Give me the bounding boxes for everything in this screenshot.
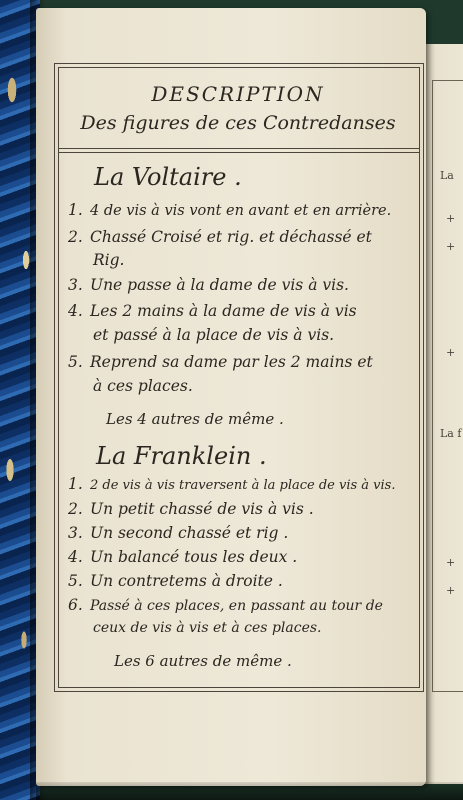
facing-page-cross-icon: + [446, 584, 456, 597]
facing-page-cross-icon: + [446, 212, 456, 225]
list-item [68, 353, 420, 371]
section-repeat-note: Les 4 autres de même . [106, 410, 284, 428]
item-number: 1. [68, 201, 83, 219]
item-number: 3. [68, 276, 83, 294]
item-text: Un balancé tous les deux . [90, 548, 298, 566]
list-item [68, 228, 420, 246]
item-number: 1. [68, 475, 83, 493]
item-number: 5. [68, 353, 83, 371]
item-text-continued: à ces places. [93, 377, 193, 395]
item-number: 3. [68, 524, 83, 542]
page-bottom-shadow [36, 782, 463, 800]
facing-page-cross-icon: + [446, 240, 456, 253]
item-text-continued: ceux de vis à vis et à ces places. [93, 620, 322, 636]
facing-page-cross-icon: + [446, 556, 456, 569]
list-item [68, 572, 420, 590]
section-repeat-note: Les 6 autres de même . [114, 652, 292, 670]
item-number: 5. [68, 572, 83, 590]
item-number: 4. [68, 302, 83, 320]
item-text: Reprend sa dame par les 2 mains et [90, 353, 373, 371]
item-text: Chassé Croisé et rig. et déchassé et [90, 228, 372, 246]
item-text-continued: Rig. [93, 251, 125, 269]
list-item [68, 596, 420, 614]
item-text: Passé à ces places, en passant au tour de [90, 598, 383, 614]
item-text: Une passe à la dame de vis à vis. [90, 276, 349, 294]
header-divider [58, 148, 420, 149]
list-item [68, 201, 420, 219]
facing-page-text: La [440, 169, 454, 182]
item-text: Un petit chassé de vis à vis . [90, 500, 314, 518]
section-title-voltaire: La Voltaire . [94, 163, 242, 191]
list-item [68, 475, 420, 493]
facing-page-text: La f [440, 427, 462, 440]
section-title-franklein: La Franklein . [96, 442, 267, 470]
item-text: 2 de vis à vis traversent à la place de vis à vis. [90, 478, 396, 493]
item-text-continued: et passé à la place de vis à vis. [93, 326, 335, 344]
item-text: Un second chassé et rig . [90, 524, 289, 542]
item-text: 4 de vis à vis vont en avant et en arrière. [90, 203, 392, 219]
item-number: 6. [68, 596, 83, 614]
list-item [68, 524, 420, 542]
item-number: 2. [68, 500, 83, 518]
header-divider [58, 152, 420, 153]
item-text: Un contretems à droite . [90, 572, 283, 590]
list-item [68, 500, 420, 518]
item-number: 2. [68, 228, 83, 246]
list-item [68, 276, 420, 294]
item-text: Les 2 mains à la dame de vis à vis [90, 302, 357, 320]
item-number: 4. [68, 548, 83, 566]
list-item [68, 548, 420, 566]
list-item [68, 302, 420, 320]
facing-page-cross-icon: + [446, 346, 456, 359]
page-subtitle: Des figures de ces Contredanses [80, 112, 396, 134]
page-title: DESCRIPTION [151, 82, 325, 106]
